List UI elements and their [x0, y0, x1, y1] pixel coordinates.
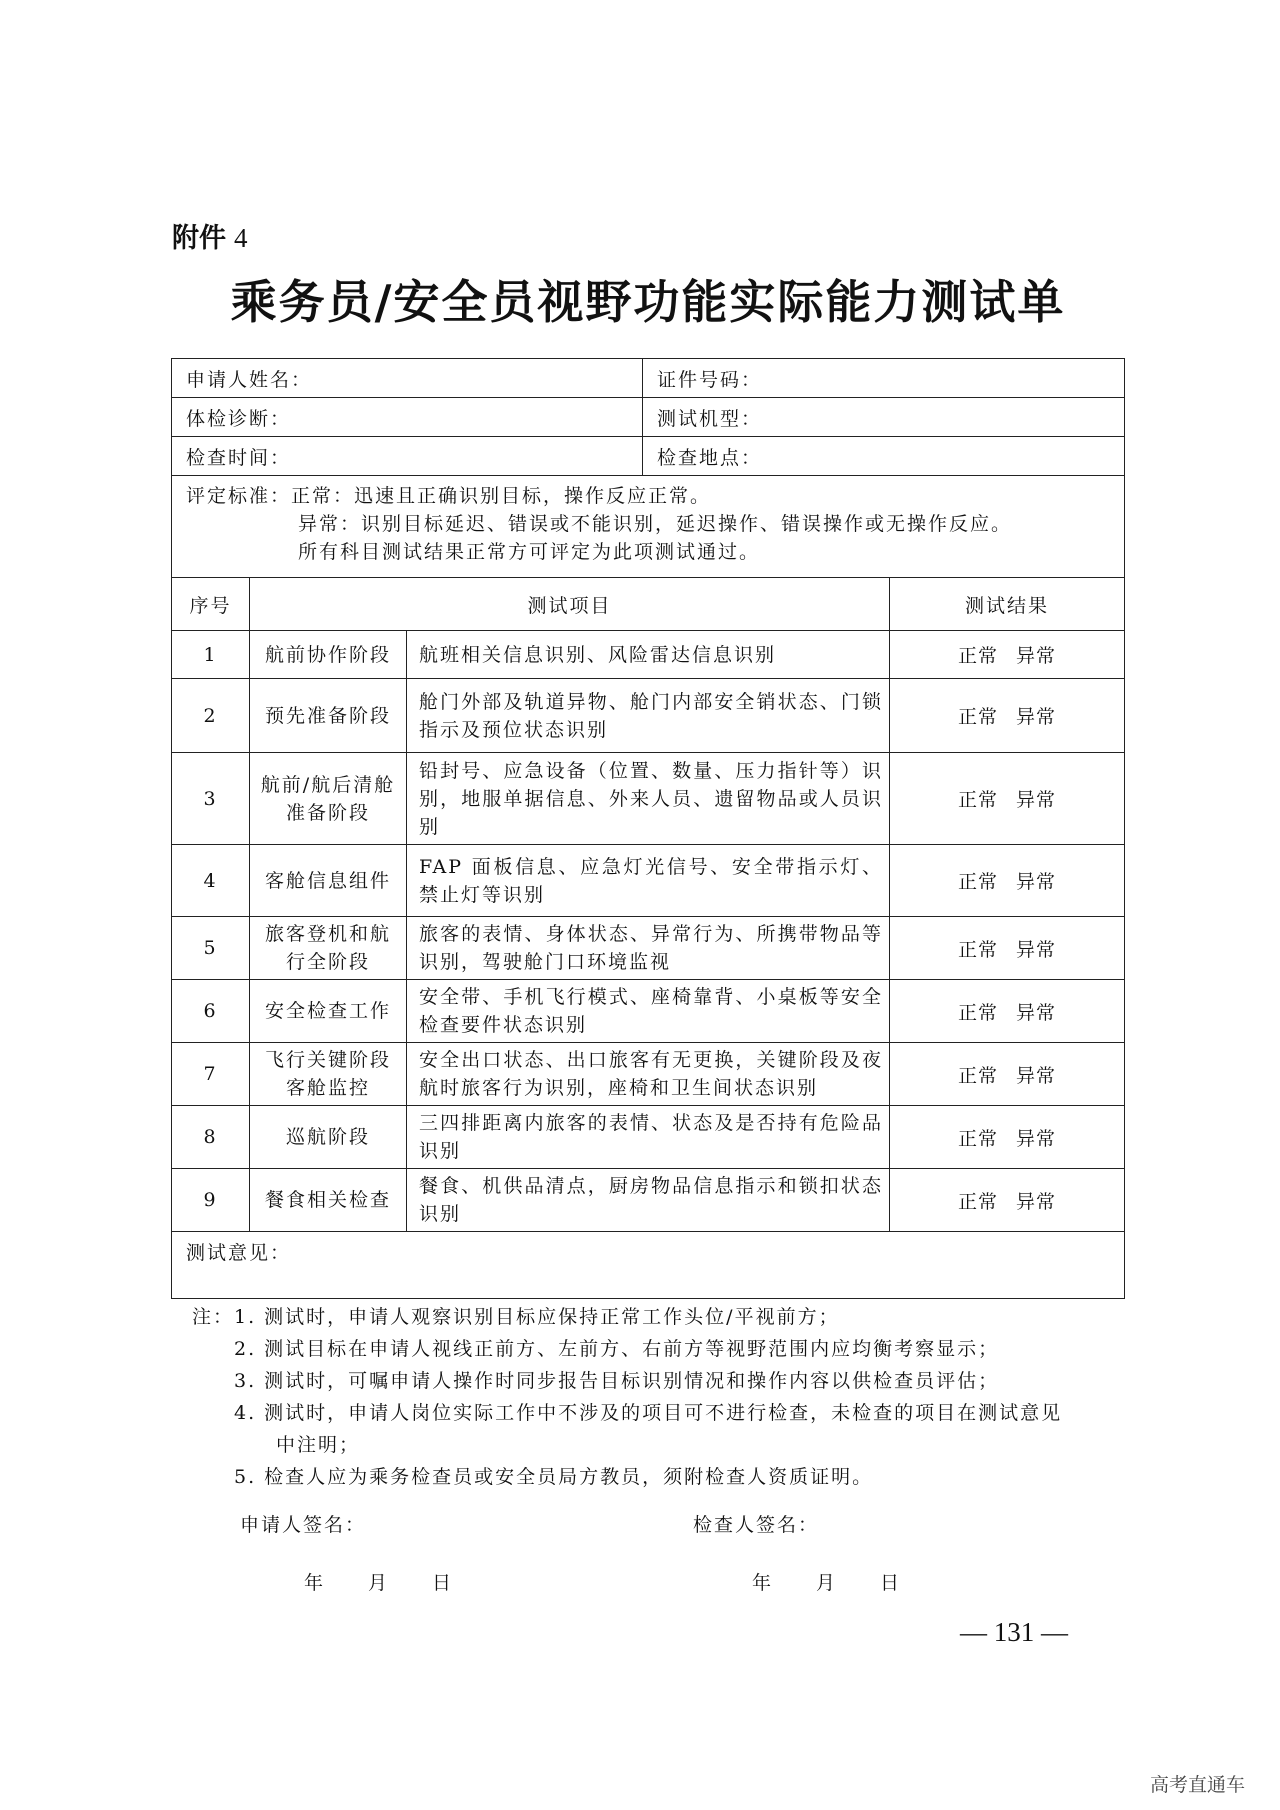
note-text: 1. 测试时，申请人观察识别目标应保持正常工作头位/平视前方； — [234, 1306, 840, 1328]
row-result — [890, 679, 1125, 753]
applicant-name-field[interactable]: 申请人姓名： — [172, 359, 643, 398]
row-seq: 8 — [172, 1106, 250, 1169]
inspector-signature-label[interactable]: 检查人签名： — [693, 1514, 820, 1536]
test-form-table — [171, 358, 1125, 1299]
table-header-row — [172, 578, 1125, 631]
result-normal[interactable]: 正常 — [958, 645, 999, 667]
row-stage: 飞行关键阶段客舱监控 — [250, 1043, 407, 1106]
row-seq: 6 — [172, 980, 250, 1043]
note-item — [192, 1397, 1132, 1461]
result-normal[interactable]: 正常 — [958, 1127, 999, 1150]
result-abnormal[interactable]: 异常 — [1016, 1001, 1057, 1024]
header-item: 测试项目 — [250, 578, 890, 631]
result-normal[interactable]: 正常 — [958, 789, 999, 811]
row-stage: 航前协作阶段 — [250, 631, 407, 679]
applicant-signature-label[interactable]: 申请人签名： — [240, 1514, 367, 1536]
watermark: 高考直通车 — [1150, 1774, 1246, 1796]
applicant-date-year: 年 — [304, 1572, 326, 1594]
row-items: 餐食、机供品清点，厨房物品信息指示和锁扣状态识别 — [407, 1169, 890, 1232]
info-row-3 — [172, 437, 1125, 476]
inspector-date[interactable] — [752, 1568, 901, 1595]
row-seq: 4 — [172, 845, 250, 917]
row-items: FAP 面板信息、应急灯光信号、安全带指示灯、禁止灯等识别 — [407, 845, 890, 917]
notes-section — [192, 1301, 1132, 1493]
table-row — [172, 679, 1125, 753]
row-result — [890, 631, 1125, 679]
row-stage: 餐食相关检查 — [250, 1169, 407, 1232]
table-row — [172, 1106, 1125, 1169]
table-row — [172, 631, 1125, 679]
row-result — [890, 1043, 1125, 1106]
criteria-row — [172, 476, 1125, 578]
note-text: 3. 测试时，可嘱申请人操作时同步报告目标识别情况和操作内容以供检查员评估； — [234, 1370, 1000, 1392]
exam-time-field[interactable]: 检查时间： — [172, 437, 643, 476]
row-result — [890, 980, 1125, 1043]
criteria-line-1: 评定标准：正常：迅速且正确识别目标，操作反应正常。 — [186, 485, 712, 507]
note-item — [192, 1461, 1132, 1493]
exam-diagnosis-field[interactable]: 体检诊断： — [172, 398, 643, 437]
criteria-line-3: 所有科目测试结果正常方可评定为此项测试通过。 — [298, 541, 761, 563]
attachment-text: 附件 — [172, 223, 226, 254]
info-row-2 — [172, 398, 1125, 437]
row-result — [890, 917, 1125, 980]
table-row — [172, 1169, 1125, 1232]
row-seq: 2 — [172, 679, 250, 753]
row-items: 航班相关信息识别、风险雷达信息识别 — [407, 631, 890, 679]
header-seq: 序号 — [172, 578, 250, 631]
note-text-continued: 中注明； — [276, 1434, 361, 1456]
attachment-number: 4 — [234, 223, 248, 253]
result-normal[interactable]: 正常 — [958, 1064, 999, 1087]
result-abnormal[interactable]: 异常 — [1016, 871, 1057, 893]
result-abnormal[interactable]: 异常 — [1016, 1127, 1057, 1150]
result-abnormal[interactable]: 异常 — [1016, 706, 1057, 728]
row-result — [890, 845, 1125, 917]
note-text: 2. 测试目标在申请人视线正前方、左前方、右前方等视野范围内应均衡考察显示； — [234, 1338, 1000, 1360]
applicant-date-day: 日 — [432, 1572, 454, 1594]
result-normal[interactable]: 正常 — [958, 1190, 999, 1213]
row-result — [890, 753, 1125, 845]
result-normal[interactable]: 正常 — [958, 1001, 999, 1024]
note-text: 4. 测试时，申请人岗位实际工作中不涉及的项目可不进行检查，未检查的项目在测试意见 — [234, 1402, 1063, 1424]
result-normal[interactable]: 正常 — [958, 871, 999, 893]
row-result — [890, 1169, 1125, 1232]
row-items: 铅封号、应急设备（位置、数量、压力指针等）识别，地服单据信息、外来人员、遗留物品或人员识别 — [407, 753, 890, 845]
row-seq: 1 — [172, 631, 250, 679]
header-result: 测试结果 — [890, 578, 1125, 631]
note-item — [192, 1365, 1132, 1397]
row-seq: 9 — [172, 1169, 250, 1232]
exam-location-field[interactable]: 检查地点： — [643, 437, 1125, 476]
test-opinion-field[interactable]: 测试意见： — [172, 1232, 1125, 1299]
note-item — [192, 1301, 1132, 1333]
row-items: 三四排距离内旅客的表情、状态及是否持有危险品识别 — [407, 1106, 890, 1169]
result-abnormal[interactable]: 异常 — [1016, 645, 1057, 667]
inspector-date-year: 年 — [752, 1572, 774, 1594]
info-row-1 — [172, 359, 1125, 398]
row-stage: 预先准备阶段 — [250, 679, 407, 753]
result-abnormal[interactable]: 异常 — [1016, 789, 1057, 811]
result-normal[interactable]: 正常 — [958, 938, 999, 961]
test-aircraft-field[interactable]: 测试机型： — [643, 398, 1125, 437]
id-number-field[interactable]: 证件号码： — [643, 359, 1125, 398]
inspector-date-month: 月 — [816, 1572, 838, 1594]
attachment-label — [172, 216, 248, 255]
row-items: 舱门外部及轨道异物、舱门内部安全销状态、门锁指示及预位状态识别 — [407, 679, 890, 753]
inspector-date-day: 日 — [880, 1572, 902, 1594]
note-text: 5. 检查人应为乘务检查员或安全员局方教员，须附检查人资质证明。 — [234, 1466, 874, 1488]
applicant-date-month: 月 — [368, 1572, 390, 1594]
row-stage: 巡航阶段 — [250, 1106, 407, 1169]
criteria-line-2: 异常：识别目标延迟、错误或不能识别，延迟操作、错误操作或无操作反应。 — [298, 513, 1013, 535]
opinion-row — [172, 1232, 1125, 1299]
row-stage: 安全检查工作 — [250, 980, 407, 1043]
table-row — [172, 845, 1125, 917]
table-row — [172, 1043, 1125, 1106]
result-abnormal[interactable]: 异常 — [1016, 1064, 1057, 1087]
row-stage: 旅客登机和航行全阶段 — [250, 917, 407, 980]
applicant-date[interactable] — [304, 1568, 453, 1595]
result-abnormal[interactable]: 异常 — [1016, 1190, 1057, 1213]
row-items: 安全带、手机飞行模式、座椅靠背、小桌板等安全检查要件状态识别 — [407, 980, 890, 1043]
row-result — [890, 1106, 1125, 1169]
row-seq: 3 — [172, 753, 250, 845]
result-normal[interactable]: 正常 — [958, 706, 999, 728]
note-item — [192, 1333, 1132, 1365]
result-abnormal[interactable]: 异常 — [1016, 938, 1057, 961]
row-seq: 5 — [172, 917, 250, 980]
row-stage: 航前/航后清舱准备阶段 — [250, 753, 407, 845]
row-items: 旅客的表情、身体状态、异常行为、所携带物品等识别，驾驶舱门口环境监视 — [407, 917, 890, 980]
row-stage: 客舱信息组件 — [250, 845, 407, 917]
notes-prefix: 注： — [192, 1306, 235, 1328]
table-row — [172, 917, 1125, 980]
page-number: — 131 — — [960, 1617, 1068, 1647]
row-items: 安全出口状态、出口旅客有无更换，关键阶段及夜航时旅客行为识别，座椅和卫生间状态识别 — [407, 1043, 890, 1106]
criteria-cell — [172, 476, 1125, 578]
page-title: 乘务员/安全员视野功能实际能力测试单 — [230, 275, 1066, 329]
table-row — [172, 980, 1125, 1043]
row-seq: 7 — [172, 1043, 250, 1106]
table-row — [172, 753, 1125, 845]
